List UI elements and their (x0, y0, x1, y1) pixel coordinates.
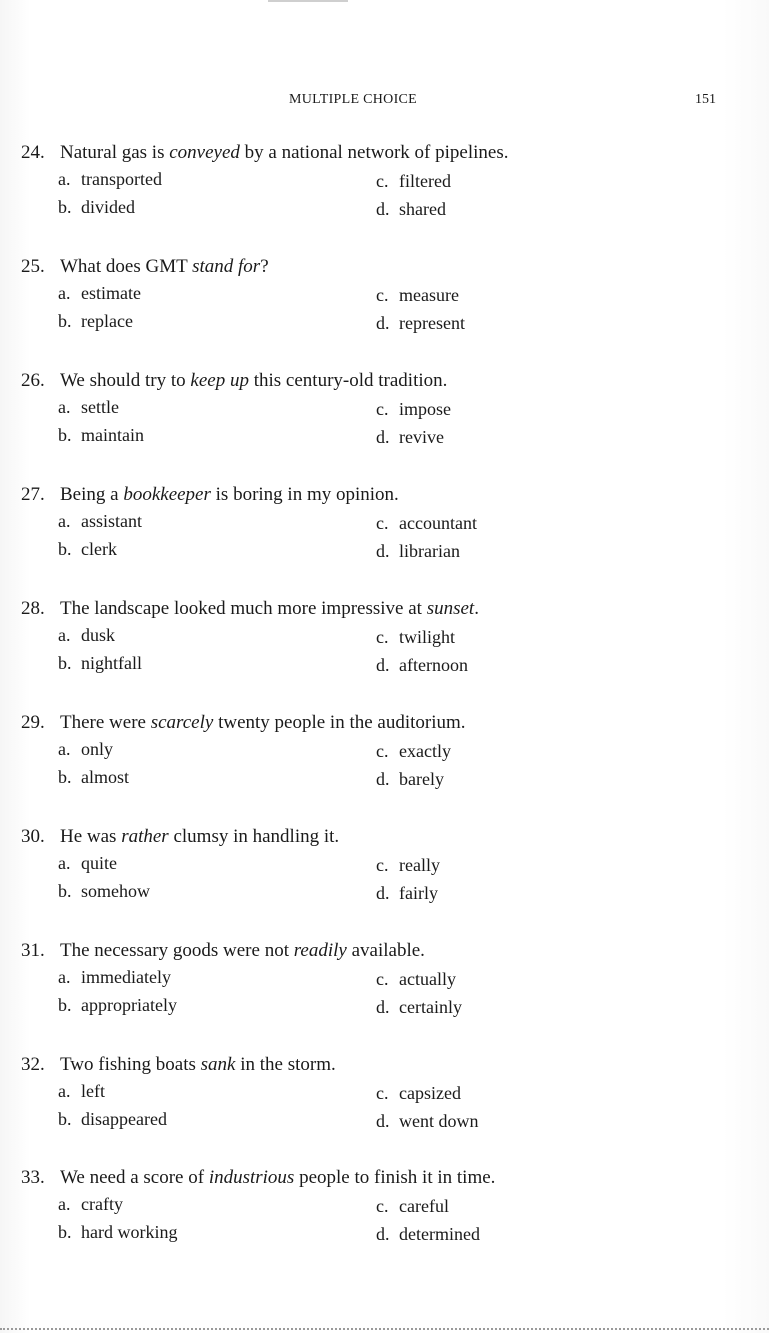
bottom-edge-rule (0, 1328, 769, 1330)
option-letter: a. (58, 625, 71, 645)
option-d[interactable] (376, 996, 462, 1018)
stem-text-after: people to finish it in time. (294, 1167, 496, 1188)
stem-text-before: There were (60, 712, 151, 733)
option-text: clerk (81, 539, 117, 559)
option-a[interactable] (58, 1080, 105, 1102)
option-text: replace (81, 311, 133, 331)
option-text: revive (399, 427, 444, 447)
option-text: appropriately (81, 995, 177, 1015)
option-text: hard working (81, 1222, 178, 1242)
option-letter: b. (58, 653, 72, 673)
option-c[interactable] (376, 1195, 449, 1217)
option-d[interactable] (376, 1110, 479, 1132)
option-letter: c. (376, 741, 389, 761)
option-c[interactable] (376, 740, 451, 762)
stem-target-word: sunset (426, 598, 475, 619)
option-c[interactable] (376, 626, 455, 648)
option-text: dusk (81, 625, 116, 645)
question-number: 33. (21, 1167, 45, 1188)
question-number: 25. (21, 256, 45, 277)
question-24 (21, 141, 721, 241)
option-letter: d. (376, 769, 390, 789)
stem-text-after: is boring in my opinion. (210, 484, 399, 505)
option-d[interactable] (376, 1223, 480, 1245)
option-text: settle (81, 397, 119, 417)
question-number: 26. (21, 370, 45, 391)
option-a[interactable] (58, 1193, 123, 1215)
stem-target-word: industrious (208, 1167, 295, 1188)
question-stem (21, 369, 447, 393)
question-stem (21, 483, 399, 507)
option-b[interactable] (58, 1108, 167, 1130)
option-letter: a. (58, 1081, 71, 1101)
option-text: somehow (81, 881, 150, 901)
option-text: exactly (399, 741, 451, 761)
option-a[interactable] (58, 396, 119, 418)
option-text: accountant (399, 513, 477, 533)
question-29 (21, 711, 721, 811)
question-number: 27. (21, 484, 45, 505)
option-letter: c. (376, 1083, 389, 1103)
option-b[interactable] (58, 994, 177, 1016)
question-number: 24. (21, 142, 45, 163)
stem-text-before: Two fishing boats (60, 1054, 201, 1075)
option-d[interactable] (376, 768, 444, 790)
option-a[interactable] (58, 510, 142, 532)
option-d[interactable] (376, 198, 446, 220)
option-letter: d. (376, 997, 390, 1017)
option-b[interactable] (58, 310, 133, 332)
option-letter: b. (58, 539, 72, 559)
stem-text-after: by a national network of pipelines. (239, 142, 509, 163)
option-text: measure (399, 285, 459, 305)
option-text: capsized (399, 1083, 461, 1103)
option-letter: c. (376, 627, 389, 647)
option-letter: a. (58, 1194, 71, 1214)
option-letter: c. (376, 969, 389, 989)
option-c[interactable] (376, 854, 440, 876)
running-head (0, 92, 769, 112)
stem-text-after: in the storm. (235, 1054, 336, 1075)
option-letter: b. (58, 425, 72, 445)
stem-text-after: this century-old tradition. (248, 370, 448, 391)
question-33 (21, 1166, 721, 1266)
option-text: divided (81, 197, 135, 217)
question-stem (21, 1053, 336, 1077)
question-number: 29. (21, 712, 45, 733)
option-letter: d. (376, 1111, 390, 1131)
stem-target-word: sank (200, 1054, 236, 1075)
option-letter: c. (376, 1196, 389, 1216)
option-text: twilight (399, 627, 456, 647)
running-head-title: MULTIPLE CHOICE (289, 92, 418, 107)
question-stem (21, 255, 269, 279)
option-letter: a. (58, 397, 71, 417)
option-b[interactable] (58, 766, 129, 788)
option-letter: a. (58, 853, 71, 873)
stem-target-word: keep up (190, 370, 249, 391)
option-letter: a. (58, 967, 71, 987)
question-stem (21, 597, 479, 621)
option-c[interactable] (376, 512, 477, 534)
question-30 (21, 825, 721, 925)
option-text: actually (399, 969, 456, 989)
option-c[interactable] (376, 1082, 461, 1104)
option-letter: b. (58, 881, 72, 901)
option-letter: a. (58, 283, 71, 303)
question-stem (21, 1166, 495, 1190)
stem-text-before: Being a (60, 484, 124, 505)
stem-target-word: rather (121, 826, 169, 847)
option-letter: b. (58, 197, 72, 217)
option-text: almost (81, 767, 129, 787)
option-letter: c. (376, 513, 389, 533)
option-text: assistant (81, 511, 142, 531)
option-d[interactable] (376, 882, 438, 904)
option-d[interactable] (376, 426, 444, 448)
question-stem (21, 141, 508, 165)
option-text: left (81, 1081, 105, 1101)
option-text: maintain (81, 425, 144, 445)
stem-text-after: twenty people in the auditorium. (213, 712, 466, 733)
option-text: immediately (81, 967, 171, 987)
option-c[interactable] (376, 398, 451, 420)
option-letter: b. (58, 1222, 72, 1242)
stem-text-before: We should try to (60, 370, 191, 391)
option-text: really (399, 855, 440, 875)
option-letter: d. (376, 313, 390, 333)
question-stem (21, 711, 466, 735)
question-26 (21, 369, 721, 469)
option-letter: b. (58, 767, 72, 787)
question-number: 30. (21, 826, 45, 847)
stem-target-word: readily (293, 940, 347, 961)
option-text: estimate (81, 283, 141, 303)
page-number: 151 (695, 92, 716, 107)
option-text: fairly (399, 883, 438, 903)
option-text: disappeared (81, 1109, 167, 1129)
option-a[interactable] (58, 282, 141, 304)
option-letter: a. (58, 169, 71, 189)
option-letter: d. (376, 541, 390, 561)
option-b[interactable] (58, 1221, 177, 1243)
question-31 (21, 939, 721, 1039)
option-letter: b. (58, 311, 72, 331)
option-letter: c. (376, 399, 389, 419)
question-27 (21, 483, 721, 583)
option-text: filtered (399, 171, 451, 191)
option-a[interactable] (58, 168, 162, 190)
option-text: impose (399, 399, 451, 419)
option-text: certainly (399, 997, 462, 1017)
option-c[interactable] (376, 968, 456, 990)
option-c[interactable] (376, 170, 451, 192)
option-a[interactable] (58, 738, 113, 760)
option-letter: d. (376, 883, 390, 903)
question-32 (21, 1053, 721, 1153)
stem-target-word: bookkeeper (123, 484, 211, 505)
option-a[interactable] (58, 852, 117, 874)
option-letter: c. (376, 285, 389, 305)
option-text: transported (81, 169, 162, 189)
option-b[interactable] (58, 538, 117, 560)
stem-text-before: We need a score of (60, 1167, 209, 1188)
option-text: barely (399, 769, 444, 789)
option-text: quite (81, 853, 117, 873)
option-text: librarian (399, 541, 460, 561)
stem-text-before: The landscape looked much more impressive at (60, 598, 427, 619)
option-letter: d. (376, 427, 390, 447)
option-letter: a. (58, 511, 71, 531)
option-text: careful (399, 1196, 449, 1216)
option-d[interactable] (376, 540, 460, 562)
stem-text-before: Natural gas is (60, 142, 170, 163)
stem-text-before: What does GMT (60, 256, 193, 277)
option-text: only (81, 739, 114, 759)
option-d[interactable] (376, 312, 465, 334)
option-b[interactable] (58, 880, 150, 902)
question-stem (21, 825, 339, 849)
question-number: 32. (21, 1054, 45, 1075)
stem-text-after: . (474, 598, 479, 619)
option-b[interactable] (58, 424, 144, 446)
option-b[interactable] (58, 652, 142, 674)
question-number: 31. (21, 940, 45, 961)
option-b[interactable] (58, 196, 135, 218)
option-letter: c. (376, 855, 389, 875)
top-rule (268, 0, 348, 2)
stem-text-after: available. (346, 940, 425, 961)
option-text: went down (399, 1111, 479, 1131)
option-letter: d. (376, 199, 390, 219)
option-letter: b. (58, 995, 72, 1015)
option-letter: d. (376, 1224, 390, 1244)
option-text: represent (399, 313, 465, 333)
option-d[interactable] (376, 654, 468, 676)
option-letter: c. (376, 171, 389, 191)
question-stem (21, 939, 425, 963)
stem-target-word: stand for (192, 256, 261, 277)
option-c[interactable] (376, 284, 459, 306)
stem-target-word: scarcely (150, 712, 214, 733)
option-letter: d. (376, 655, 390, 675)
option-text: shared (399, 199, 446, 219)
question-25 (21, 255, 721, 355)
option-text: crafty (81, 1194, 123, 1214)
option-a[interactable] (58, 966, 171, 988)
stem-target-word: conveyed (169, 142, 240, 163)
question-28 (21, 597, 721, 697)
option-text: determined (399, 1224, 480, 1244)
stem-text-after: clumsy in handling it. (168, 826, 340, 847)
option-letter: a. (58, 739, 71, 759)
stem-text-before: The necessary goods were not (60, 940, 294, 961)
stem-text-after: ? (260, 256, 269, 277)
option-text: nightfall (81, 653, 142, 673)
option-a[interactable] (58, 624, 115, 646)
option-text: afternoon (399, 655, 468, 675)
stem-text-before: He was (60, 826, 122, 847)
option-letter: b. (58, 1109, 72, 1129)
question-number: 28. (21, 598, 45, 619)
